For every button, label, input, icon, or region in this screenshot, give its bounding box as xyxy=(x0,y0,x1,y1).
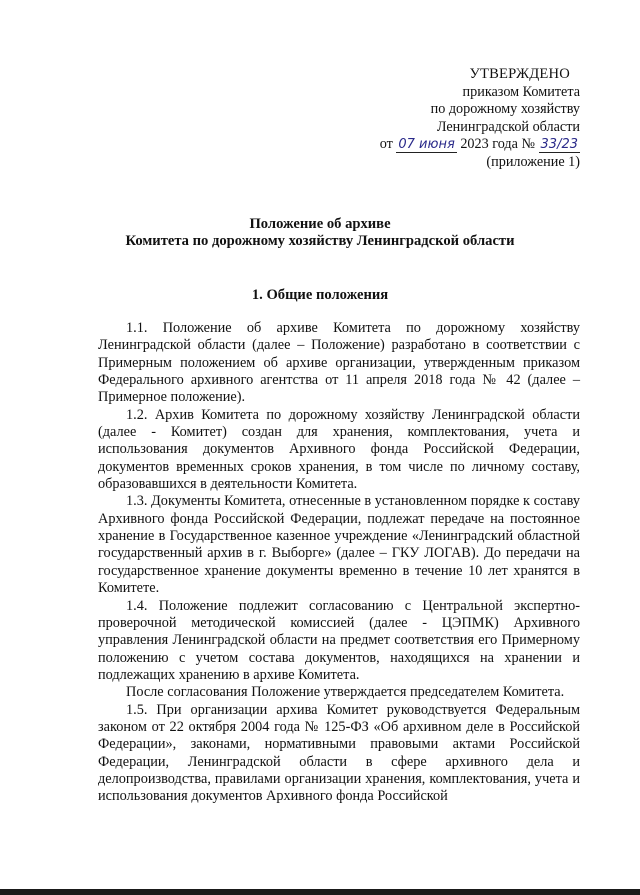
section-heading: 1. Общие положения xyxy=(251,287,389,303)
date-prefix: от xyxy=(379,136,393,153)
approval-appendix: (приложение 1) xyxy=(486,153,580,170)
paragraph-1-1: 1.1. Положение об архиве Комитета по дорожному хозяйству Ленинградской области (далее – Положение) разработано в соответствии с Примерным положением об архиве организации, утвержденным приказом Федерального архивного агентства от 11 апреля 2018 года № 42 (далее – Примерное положение). xyxy=(98,320,580,406)
approval-line-3: Ленинградской области xyxy=(436,118,580,135)
approval-block xyxy=(380,66,580,172)
handwritten-date: 07 июня xyxy=(398,137,455,153)
title-line-2: Комитета по дорожному хозяйству Ленинградской области xyxy=(125,233,515,250)
approval-date-line xyxy=(380,136,580,154)
paragraph-approval-note: После согласования Положение утверждается председателем Комитета. xyxy=(126,684,565,701)
paragraph-1-5: 1.5. При организации архива Комитет руководствуется Федеральным законом от 22 октября 2004 года № 125-ФЗ «Об архивном деле в Российской Федерации», законами, нормативными правовыми актами Российской Федерации, Ленинградской области в сфере архивного дела и делопроизводства, правилами организации хранения, комплектования, учета и использования документов Архивного фонда Российской xyxy=(98,701,580,805)
paragraph-1-3: 1.3. Документы Комитета, отнесенные в установленном порядке к составу Архивного фонда Российской Федерации, подлежат передаче на постоянное хранение в Государственное казенное учреждение «Ленинградский областной государственный архив в г. Выборге» (далее – ГКУ ЛОГАВ). До передачи на государственное хранение документы временно в течение 10 лет хранятся в Комитете. xyxy=(98,493,580,597)
approval-line-1: приказом Комитета xyxy=(462,83,580,100)
approval-heading: УТВЕРЖДЕНО xyxy=(469,66,570,82)
paragraph-1-2: 1.2. Архив Комитета по дорожному хозяйству Ленинградской области (далее - Комитет) создан для хранения, комплектования, учета и использования документов Архивного фонда Российской Федерации, документов временных сроков хранения, в том числе по личному составу, образовавшихся в деятельности Комитета. xyxy=(98,406,580,493)
paragraph-1-4: 1.4. Положение подлежит согласованию с Центральной экспертно-проверочной методической комиссией (далее - ЦЭПМК) Архивного управления Ленинградской области на предмет соответствия его Примерному положению с учетом состава документов, находящихся на хранении и подлежащих хранению в архиве Комитета. xyxy=(98,597,580,683)
handwritten-number: 33/23 xyxy=(540,137,578,153)
title-line-1: Положение об архиве xyxy=(249,216,391,232)
document-title xyxy=(0,216,640,251)
scan-edge-bar xyxy=(0,889,640,895)
section-body xyxy=(98,320,580,806)
date-year: 2023 года № xyxy=(460,136,535,153)
approval-line-2: по дорожному хозяйству xyxy=(430,101,580,118)
